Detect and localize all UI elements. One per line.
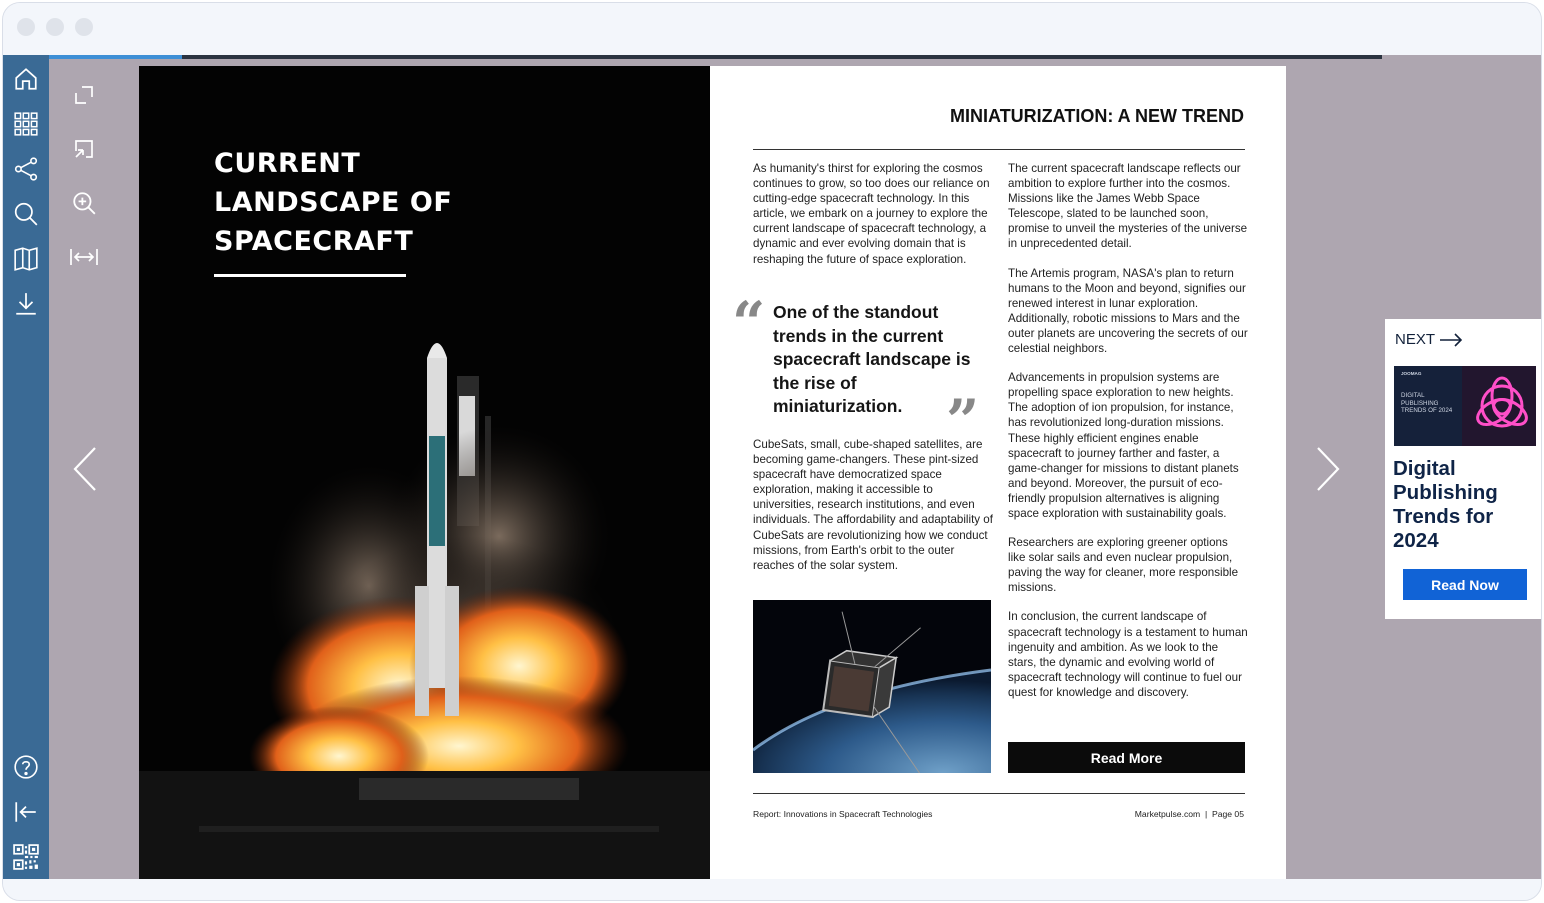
paragraph: In conclusion, the current landscape of spacecraft technology is a testament to human ingenuity and ambition. As we look to the stars, the dynamic and evolving world of spacecraft technology will continue to fuel our quest for knowledge and discovery.	[1008, 610, 1248, 699]
cubesat-image	[753, 600, 991, 773]
app-window	[2, 2, 1542, 901]
page-spread	[139, 66, 1286, 880]
pull-quote: One of the standout trends in the current spacecraft landscape is the rise of miniaturization.	[773, 302, 971, 416]
window-close-dot[interactable]	[17, 18, 35, 36]
search-icon[interactable]	[12, 200, 40, 228]
next-publication-title[interactable]: Digital Publishing Trends for 2024	[1393, 457, 1498, 552]
left-page	[139, 66, 710, 880]
next-page-arrow-icon[interactable]	[1312, 445, 1344, 493]
open-quote-icon: “	[732, 289, 766, 357]
article-heading: MINIATURIZATION: A NEW TREND	[950, 106, 1244, 126]
arrow-right-icon	[1439, 333, 1463, 347]
paragraph: Researchers are exploring greener options like solar sails and even nuclear propulsion, paving the way for cleaner, more responsible missions.	[1008, 536, 1239, 595]
window-minimize-dot[interactable]	[46, 18, 64, 36]
column-1-intro	[753, 161, 993, 267]
title-bar	[3, 3, 1541, 55]
next-publication-card[interactable]	[1385, 319, 1541, 619]
openai-logo-icon	[1462, 366, 1536, 446]
footer-site-page: Marketpulse.com | Page 05	[1134, 809, 1244, 819]
previous-page-arrow-icon[interactable]	[69, 445, 101, 493]
next-label-text: NEXT	[1395, 331, 1436, 348]
paragraph: As humanity's thirst for exploring the cosmos continues to grow, so too does our reliance on cutting-edge spacecraft technology. In this article, we embark on a journey to explore the current landscape of spacecraft technology, a dynamic and ever evolving domain that is reshaping the future of space exploration.	[753, 162, 990, 266]
fit-width-icon[interactable]	[69, 242, 99, 272]
window-maximize-dot[interactable]	[75, 18, 93, 36]
title-line: LANDSCAPE OF	[214, 187, 453, 218]
footer-report-title: Report: Innovations in Spacecraft Technologies	[753, 809, 933, 819]
progress-track	[49, 55, 1382, 59]
share-icon[interactable]	[12, 155, 40, 183]
flipbook-viewer	[3, 55, 1542, 879]
read-more-button[interactable]: Read More	[1008, 742, 1245, 773]
column-1-body	[753, 437, 993, 573]
read-now-button[interactable]: Read Now	[1403, 569, 1527, 600]
book-icon[interactable]	[12, 245, 40, 273]
paragraph: CubeSats, small, cube-shaped satellites, are becoming game-changers. These pint-sized spacecraft have democratized space exploration, making it accessible to universities, research institutions, and even individuals. The affordability and adaptability of CubeSats are revolutionizing how we conduct missions, from Earth's orbit to the outer reaches of the solar system.	[753, 438, 993, 572]
zoom-in-icon[interactable]	[69, 188, 99, 218]
select-area-icon[interactable]	[69, 134, 99, 164]
next-publication-thumbnail[interactable]	[1394, 366, 1536, 446]
bottom-bar	[3, 879, 1541, 901]
thumbnail-brand: JOOMAG	[1401, 371, 1422, 376]
home-icon[interactable]	[12, 65, 40, 93]
grid-icon[interactable]	[12, 110, 40, 138]
right-page	[710, 66, 1286, 880]
thumbnail-title: DIGITAL PUBLISHING TRENDS OF 2024	[1401, 392, 1453, 414]
title-line: CURRENT	[214, 148, 361, 179]
help-icon[interactable]	[12, 753, 40, 781]
divider	[753, 149, 1245, 150]
collapse-icon[interactable]	[12, 798, 40, 826]
paragraph: The Artemis program, NASA's plan to return humans to the Moon and beyond, signifies our renewed interest in lunar exploration. Additionally, robotic missions to Mars and the outer planets are uncovering the secrets of our celestial neighbors.	[1008, 266, 1248, 356]
paragraph: The current spacecraft landscape reflects our ambition to explore further into the cosmos. Missions like the James Webb Space Telescope, slated to be launched soon, promise to unveil the mysteries of the universe in unprecedented detail.	[1008, 162, 1248, 251]
sidebar	[3, 55, 49, 879]
close-quote-icon: ”	[946, 387, 980, 455]
divider	[753, 793, 1245, 794]
paragraph: Advancements in propulsion systems are propelling space exploration to new heights. The adoption of ion propulsion, for instance, has revolutionized long-duration missions. These highly efficient engines enable spacecraft to journey farther and faster, a game-changer for missions to distant planets and beyond. Moreover, the pursuit of eco-friendly propulsion alternatives is aligning space exploration with sustainability goals.	[1008, 371, 1239, 520]
qr-code-icon[interactable]	[12, 843, 40, 871]
download-icon[interactable]	[12, 290, 40, 318]
title-line: SPACECRAFT	[214, 226, 414, 257]
left-page-title	[214, 144, 474, 261]
title-underline	[214, 274, 406, 277]
next-label[interactable]	[1395, 331, 1463, 348]
fullscreen-icon[interactable]	[69, 80, 99, 110]
column-2	[1008, 161, 1248, 700]
